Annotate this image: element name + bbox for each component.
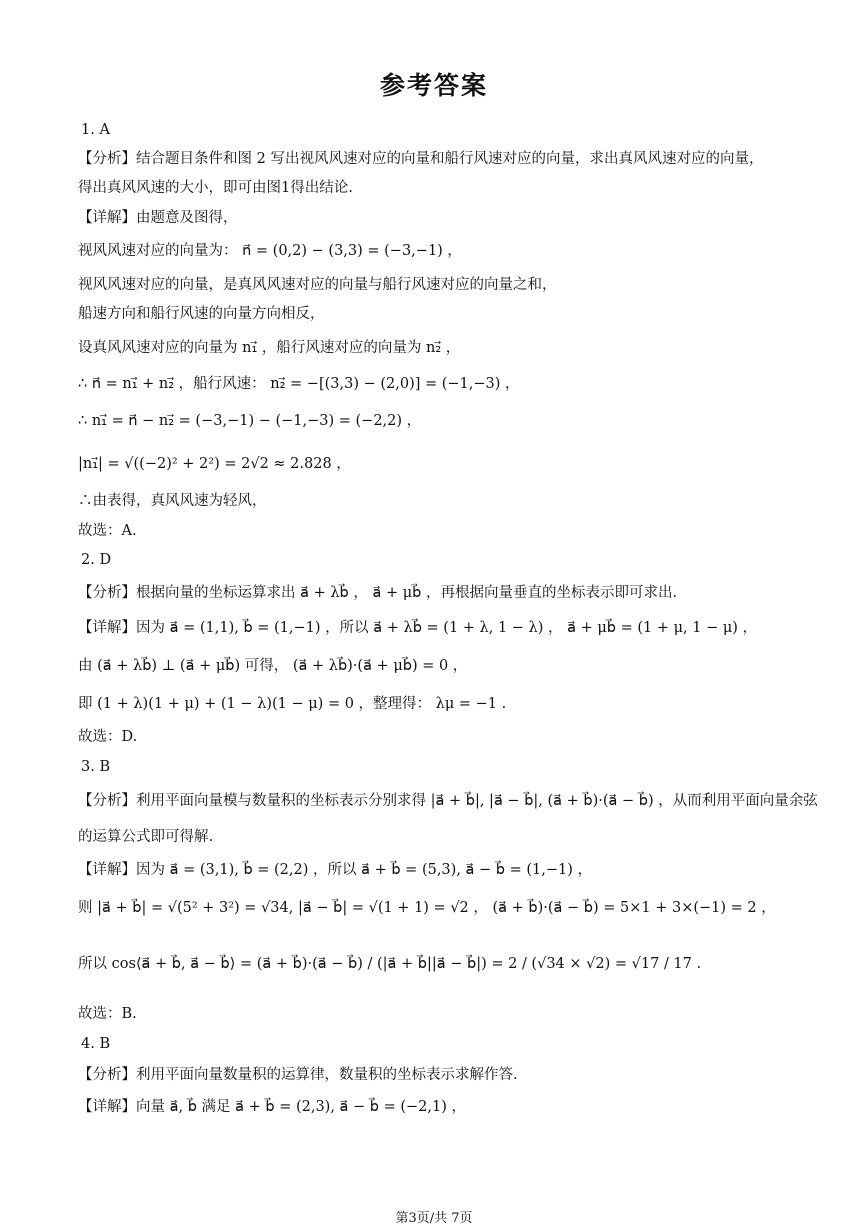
question-number: 3. B [81, 759, 111, 775]
solution-line: 【详解】因为 a⃗ = (3,1), b⃗ = (2,2) ，所以 a⃗ + b⃗ = (5,3), a⃗ − b⃗ = (1,−1) ， [78, 862, 592, 878]
page-footer: 第3页/共 7页 [395, 1211, 473, 1226]
solution-line: ∴ n⃗ = n₁⃗ + n₂⃗ ，船行风速： n₂⃗ = −[(3,3) − (2,0)] = (−1,−3) ， [78, 376, 520, 392]
solution-line: 视风风速对应的向量，是真风风速对应的向量与船行风速对应的向量之和， [78, 277, 557, 293]
answer-choice: 故选：D. [78, 729, 138, 745]
solution-line: 【详解】因为 a⃗ = (1,1), b⃗ = (1,−1) ，所以 a⃗ + λb⃗ = (1 + λ, 1 − λ) ， a⃗ + μb⃗ = (1 + μ, 1 − μ) ， [78, 620, 758, 636]
analysis-line: 【分析】结合题目条件和图 2 写出视风风速对应的向量和船行风速对应的向量，求出真风风速对应的向量， [78, 151, 764, 167]
analysis-line: 【分析】利用平面向量数量积的运算律，数量积的坐标表示求解作答. [78, 1067, 518, 1083]
solution-line: 即 (1 + λ)(1 + μ) + (1 − λ)(1 − μ) = 0 ，整理得： λμ = −1 . [78, 696, 507, 712]
answer-choice: 故选：A. [78, 523, 137, 539]
question-number: 1. A [81, 122, 110, 138]
question-number: 4. B [81, 1036, 111, 1052]
analysis-line: 的运算公式即可得解. [78, 829, 214, 845]
page-title: 参考答案 [379, 71, 488, 100]
answer-choice: 故选：B. [78, 1006, 137, 1022]
solution-line: 设真风风速对应的向量为 n₁⃗ ，船行风速对应的向量为 n₂⃗ ， [78, 340, 461, 356]
solution-line: ∴由表得，真风风速为轻风， [78, 493, 267, 509]
solution-line: 所以 cos⟨a⃗ + b⃗, a⃗ − b⃗⟩ = (a⃗ + b⃗)·(a⃗ − b⃗) / (|a⃗ + b⃗||a⃗ − b⃗|) = 2 / (√34 × √2) = √17 / 17 . [78, 956, 702, 972]
question-number: 2. D [81, 552, 112, 568]
solution-line: 则 |a⃗ + b⃗| = √(5² + 3²) = √34, |a⃗ − b⃗| = √(1 + 1) = √2 ， (a⃗ + b⃗)·(a⃗ − b⃗) = 5×1 + 3×(−1) = 2 ， [78, 900, 776, 916]
solution-line: 视风风速对应的向量为： n⃗ = (0,2) − (3,3) = (−3,−1) ， [78, 243, 462, 259]
analysis-line: 得出真风风速的大小，即可由图1得出结论. [78, 180, 353, 196]
solution-line: 【详解】由题意及图得， [78, 210, 238, 226]
solution-line: |n₁⃗| = √((−2)² + 2²) = 2√2 ≈ 2.828 ， [78, 456, 351, 472]
solution-line: ∴ n₁⃗ = n⃗ − n₂⃗ = (−3,−1) − (−1,−3) = (−2,2) ， [78, 413, 422, 429]
solution-line: 【详解】向量 a⃗, b⃗ 满足 a⃗ + b⃗ = (2,3), a⃗ − b⃗ = (−2,1) ， [78, 1099, 467, 1115]
analysis-line: 【分析】根据向量的坐标运算求出 a⃗ + λb⃗ ， a⃗ + μb⃗ ，再根据向量垂直的坐标表示即可求出. [78, 585, 678, 601]
solution-line: 由 (a⃗ + λb⃗) ⊥ (a⃗ + μb⃗) 可得， (a⃗ + λb⃗)·(a⃗ + μb⃗) = 0 ， [78, 658, 468, 674]
analysis-line: 【分析】利用平面向量模与数量积的坐标表示分别求得 |a⃗ + b⃗|, |a⃗ − b⃗|, (a⃗ + b⃗)·(a⃗ − b⃗) ，从而利用平面向量余弦 [78, 793, 818, 809]
solution-line: 船速方向和船行风速的向量方向相反， [78, 306, 325, 322]
